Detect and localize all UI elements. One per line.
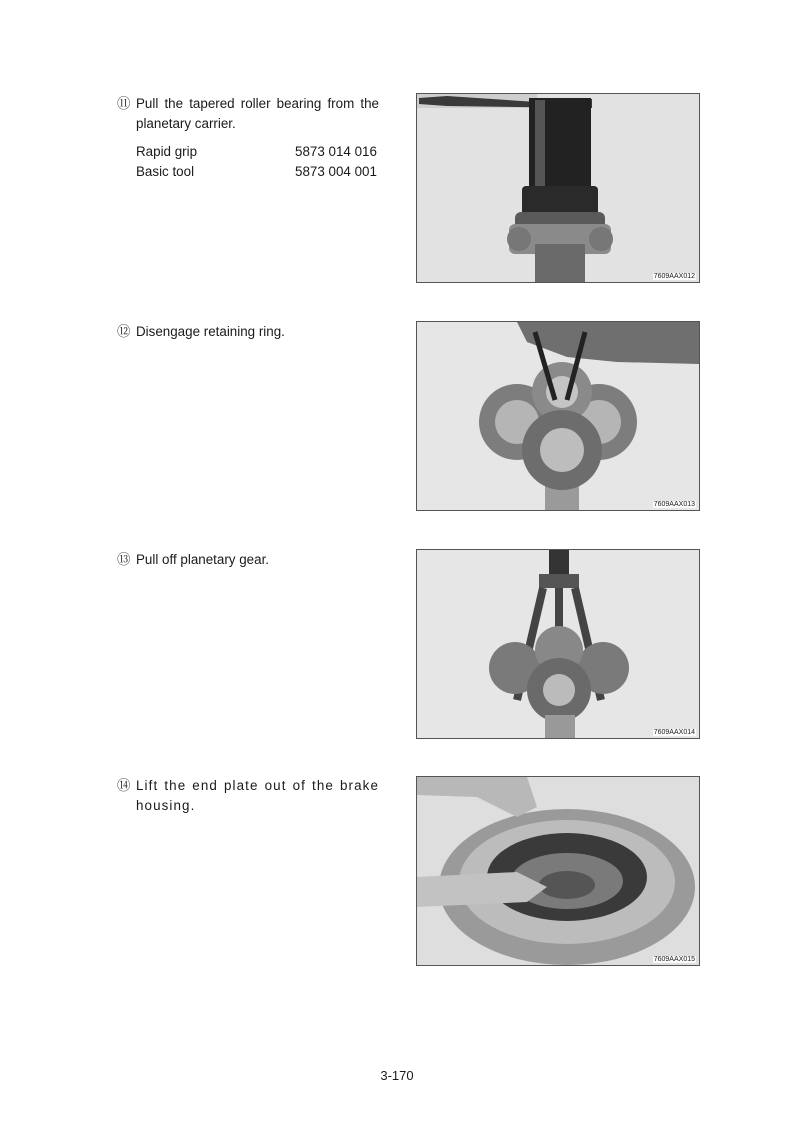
tool-part-number: 5873 014 016 — [295, 144, 377, 159]
photo-bearing-removal — [416, 93, 700, 283]
tools-list — [136, 142, 386, 182]
photo-illustration — [417, 777, 700, 966]
photo-caption: 7609AAX013 — [653, 501, 695, 508]
photo-end-plate-removal — [416, 776, 700, 966]
step-13 — [117, 550, 379, 570]
step-14 — [117, 776, 379, 816]
step-number: ⑫ — [117, 324, 131, 339]
page-number: 3-170 — [380, 1068, 414, 1083]
photo-illustration — [417, 322, 700, 511]
step-number: ⑬ — [117, 552, 131, 567]
step-11 — [117, 94, 379, 134]
step-text: Pull off planetary gear. — [136, 552, 270, 567]
photo-caption: 7609AAX012 — [653, 273, 695, 280]
step-text: Lift the end plate out of the brake housing. — [136, 778, 379, 813]
step-12 — [117, 322, 379, 342]
photo-caption: 7609AAX015 — [653, 956, 695, 963]
step-text: Disengage retaining ring. — [136, 324, 285, 339]
photo-illustration — [417, 94, 700, 283]
tool-name: Rapid grip — [136, 144, 198, 159]
tool-part-number: 5873 004 001 — [295, 164, 377, 179]
tool-name: Basic tool — [136, 164, 195, 179]
photo-retaining-ring — [416, 321, 700, 511]
photo-illustration — [417, 550, 700, 739]
step-text: Pull the tapered roller bearing from the planetary carrier. — [136, 96, 379, 131]
photo-caption: 7609AAX014 — [653, 729, 695, 736]
photo-planetary-gear-puller — [416, 549, 700, 739]
step-number: ⑪ — [117, 96, 131, 111]
tool-row — [136, 162, 386, 182]
tool-row — [136, 142, 386, 162]
step-number: ⑭ — [117, 778, 131, 793]
